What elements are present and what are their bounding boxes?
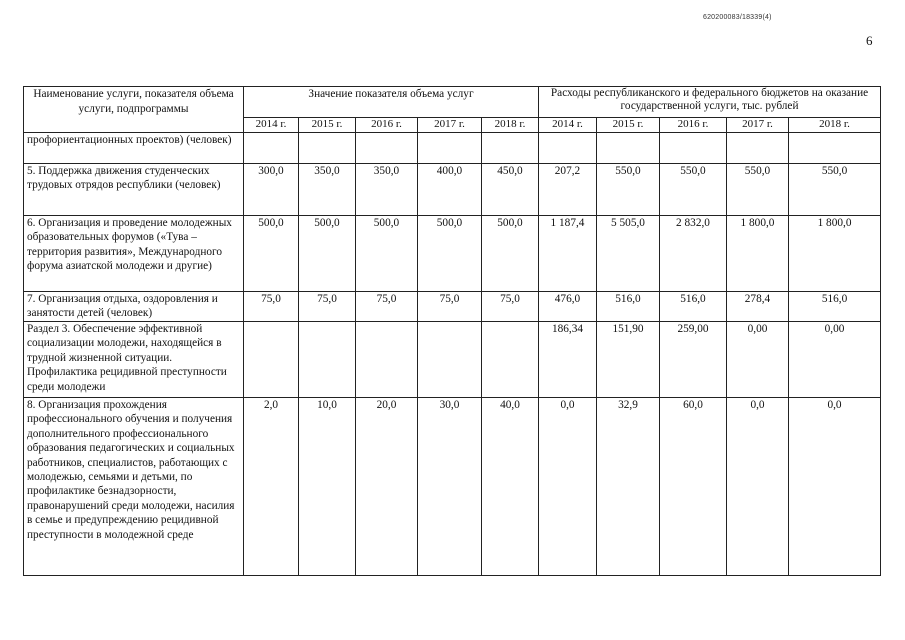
volume-cell: 2,0 bbox=[244, 398, 299, 576]
volume-cell: 75,0 bbox=[356, 292, 418, 322]
budget-cell: 0,0 bbox=[727, 398, 789, 576]
volume-cell: 300,0 bbox=[244, 164, 299, 216]
volume-cell: 350,0 bbox=[356, 164, 418, 216]
header-budget-year: 2017 г. bbox=[727, 118, 789, 133]
header-volume-year: 2016 г. bbox=[356, 118, 418, 133]
budget-cell: 2 832,0 bbox=[660, 216, 727, 292]
volume-cell bbox=[356, 322, 418, 398]
budget-cell: 60,0 bbox=[660, 398, 727, 576]
volume-cell bbox=[299, 133, 356, 164]
budget-cell bbox=[597, 133, 660, 164]
volume-cell: 75,0 bbox=[244, 292, 299, 322]
budget-cell: 550,0 bbox=[727, 164, 789, 216]
volume-cell: 10,0 bbox=[299, 398, 356, 576]
volume-cell bbox=[299, 322, 356, 398]
table-row bbox=[24, 398, 881, 576]
header-volume-year: 2017 г. bbox=[418, 118, 482, 133]
budget-cell bbox=[539, 133, 597, 164]
row-name: 6. Организация и проведение молодежных образовательных форумов («Тува – территория развития», Международного форума азиатской молодежи и другие) bbox=[24, 216, 244, 292]
volume-cell: 75,0 bbox=[299, 292, 356, 322]
header-budget-year: 2015 г. bbox=[597, 118, 660, 133]
volume-cell bbox=[482, 133, 539, 164]
budget-cell: 516,0 bbox=[789, 292, 881, 322]
volume-cell: 30,0 bbox=[418, 398, 482, 576]
budget-cell: 516,0 bbox=[660, 292, 727, 322]
volume-cell bbox=[244, 322, 299, 398]
row-name: 7. Организация отдыха, оздоровления и занятости детей (человек) bbox=[24, 292, 244, 322]
budget-cell: 476,0 bbox=[539, 292, 597, 322]
header-budget-year: 2018 г. bbox=[789, 118, 881, 133]
budget-cell: 0,0 bbox=[789, 398, 881, 576]
volume-cell: 450,0 bbox=[482, 164, 539, 216]
budget-cell: 550,0 bbox=[597, 164, 660, 216]
volume-cell: 500,0 bbox=[356, 216, 418, 292]
budget-cell: 151,90 bbox=[597, 322, 660, 398]
volume-cell bbox=[418, 322, 482, 398]
budget-cell: 5 505,0 bbox=[597, 216, 660, 292]
table-row bbox=[24, 322, 881, 398]
budget-cell: 1 187,4 bbox=[539, 216, 597, 292]
header-budget-year: 2014 г. bbox=[539, 118, 597, 133]
volume-cell: 400,0 bbox=[418, 164, 482, 216]
volume-cell: 75,0 bbox=[482, 292, 539, 322]
budget-cell: 259,00 bbox=[660, 322, 727, 398]
table-row bbox=[24, 133, 881, 164]
budget-cell: 550,0 bbox=[789, 164, 881, 216]
volume-cell: 500,0 bbox=[299, 216, 356, 292]
volume-cell: 350,0 bbox=[299, 164, 356, 216]
services-table bbox=[23, 86, 881, 576]
header-budget-group: Расходы республиканского и федерального бюджетов на оказание государственной услуги, тыс. рублей bbox=[539, 87, 881, 118]
budget-cell: 0,0 bbox=[539, 398, 597, 576]
volume-cell: 75,0 bbox=[418, 292, 482, 322]
table-row bbox=[24, 216, 881, 292]
volume-cell: 40,0 bbox=[482, 398, 539, 576]
row-name: 5. Поддержка движения студенческих трудовых отрядов республики (человек) bbox=[24, 164, 244, 216]
header-volume-year: 2014 г. bbox=[244, 118, 299, 133]
header-budget-year: 2016 г. bbox=[660, 118, 727, 133]
document-id: 620200083/18339(4) bbox=[703, 14, 772, 21]
volume-cell: 500,0 bbox=[244, 216, 299, 292]
header-volume-group: Значение показателя объема услуг bbox=[244, 87, 539, 118]
row-name: 8. Организация прохождения профессионального обучения и получения дополнительного профессионального образования педагогических и социальных работников, специалистов, работающих с молодежью, семьями и детьми, по профилактике безнадзорности, правонарушений среди молодежи, насилия в семье и предупреждению рецидивной преступности в молодежной среде bbox=[24, 398, 244, 576]
header-name-column: Наименование услуги, показателя объема услуги, подпрограммы bbox=[24, 87, 244, 133]
volume-cell: 500,0 bbox=[482, 216, 539, 292]
table-row bbox=[24, 292, 881, 322]
header-volume-year: 2018 г. bbox=[482, 118, 539, 133]
budget-cell: 0,00 bbox=[727, 322, 789, 398]
row-name: профориентационных проектов) (человек) bbox=[24, 133, 244, 164]
volume-cell: 20,0 bbox=[356, 398, 418, 576]
budget-cell: 1 800,0 bbox=[727, 216, 789, 292]
budget-cell: 1 800,0 bbox=[789, 216, 881, 292]
volume-cell: 500,0 bbox=[418, 216, 482, 292]
volume-cell bbox=[482, 322, 539, 398]
budget-cell: 278,4 bbox=[727, 292, 789, 322]
budget-cell: 32,9 bbox=[597, 398, 660, 576]
header-volume-year: 2015 г. bbox=[299, 118, 356, 133]
volume-cell bbox=[418, 133, 482, 164]
budget-cell: 207,2 bbox=[539, 164, 597, 216]
volume-cell bbox=[356, 133, 418, 164]
budget-cell: 550,0 bbox=[660, 164, 727, 216]
budget-cell: 186,34 bbox=[539, 322, 597, 398]
budget-cell: 0,00 bbox=[789, 322, 881, 398]
row-name: Раздел 3. Обеспечение эффективной социализации молодежи, находящейся в трудной жизненной ситуации. Профилактика рецидивной преступности среди молодежи bbox=[24, 322, 244, 398]
volume-cell bbox=[244, 133, 299, 164]
budget-cell: 516,0 bbox=[597, 292, 660, 322]
budget-cell bbox=[789, 133, 881, 164]
page-number: 6 bbox=[866, 33, 873, 48]
table-row bbox=[24, 164, 881, 216]
budget-cell bbox=[660, 133, 727, 164]
budget-cell bbox=[727, 133, 789, 164]
